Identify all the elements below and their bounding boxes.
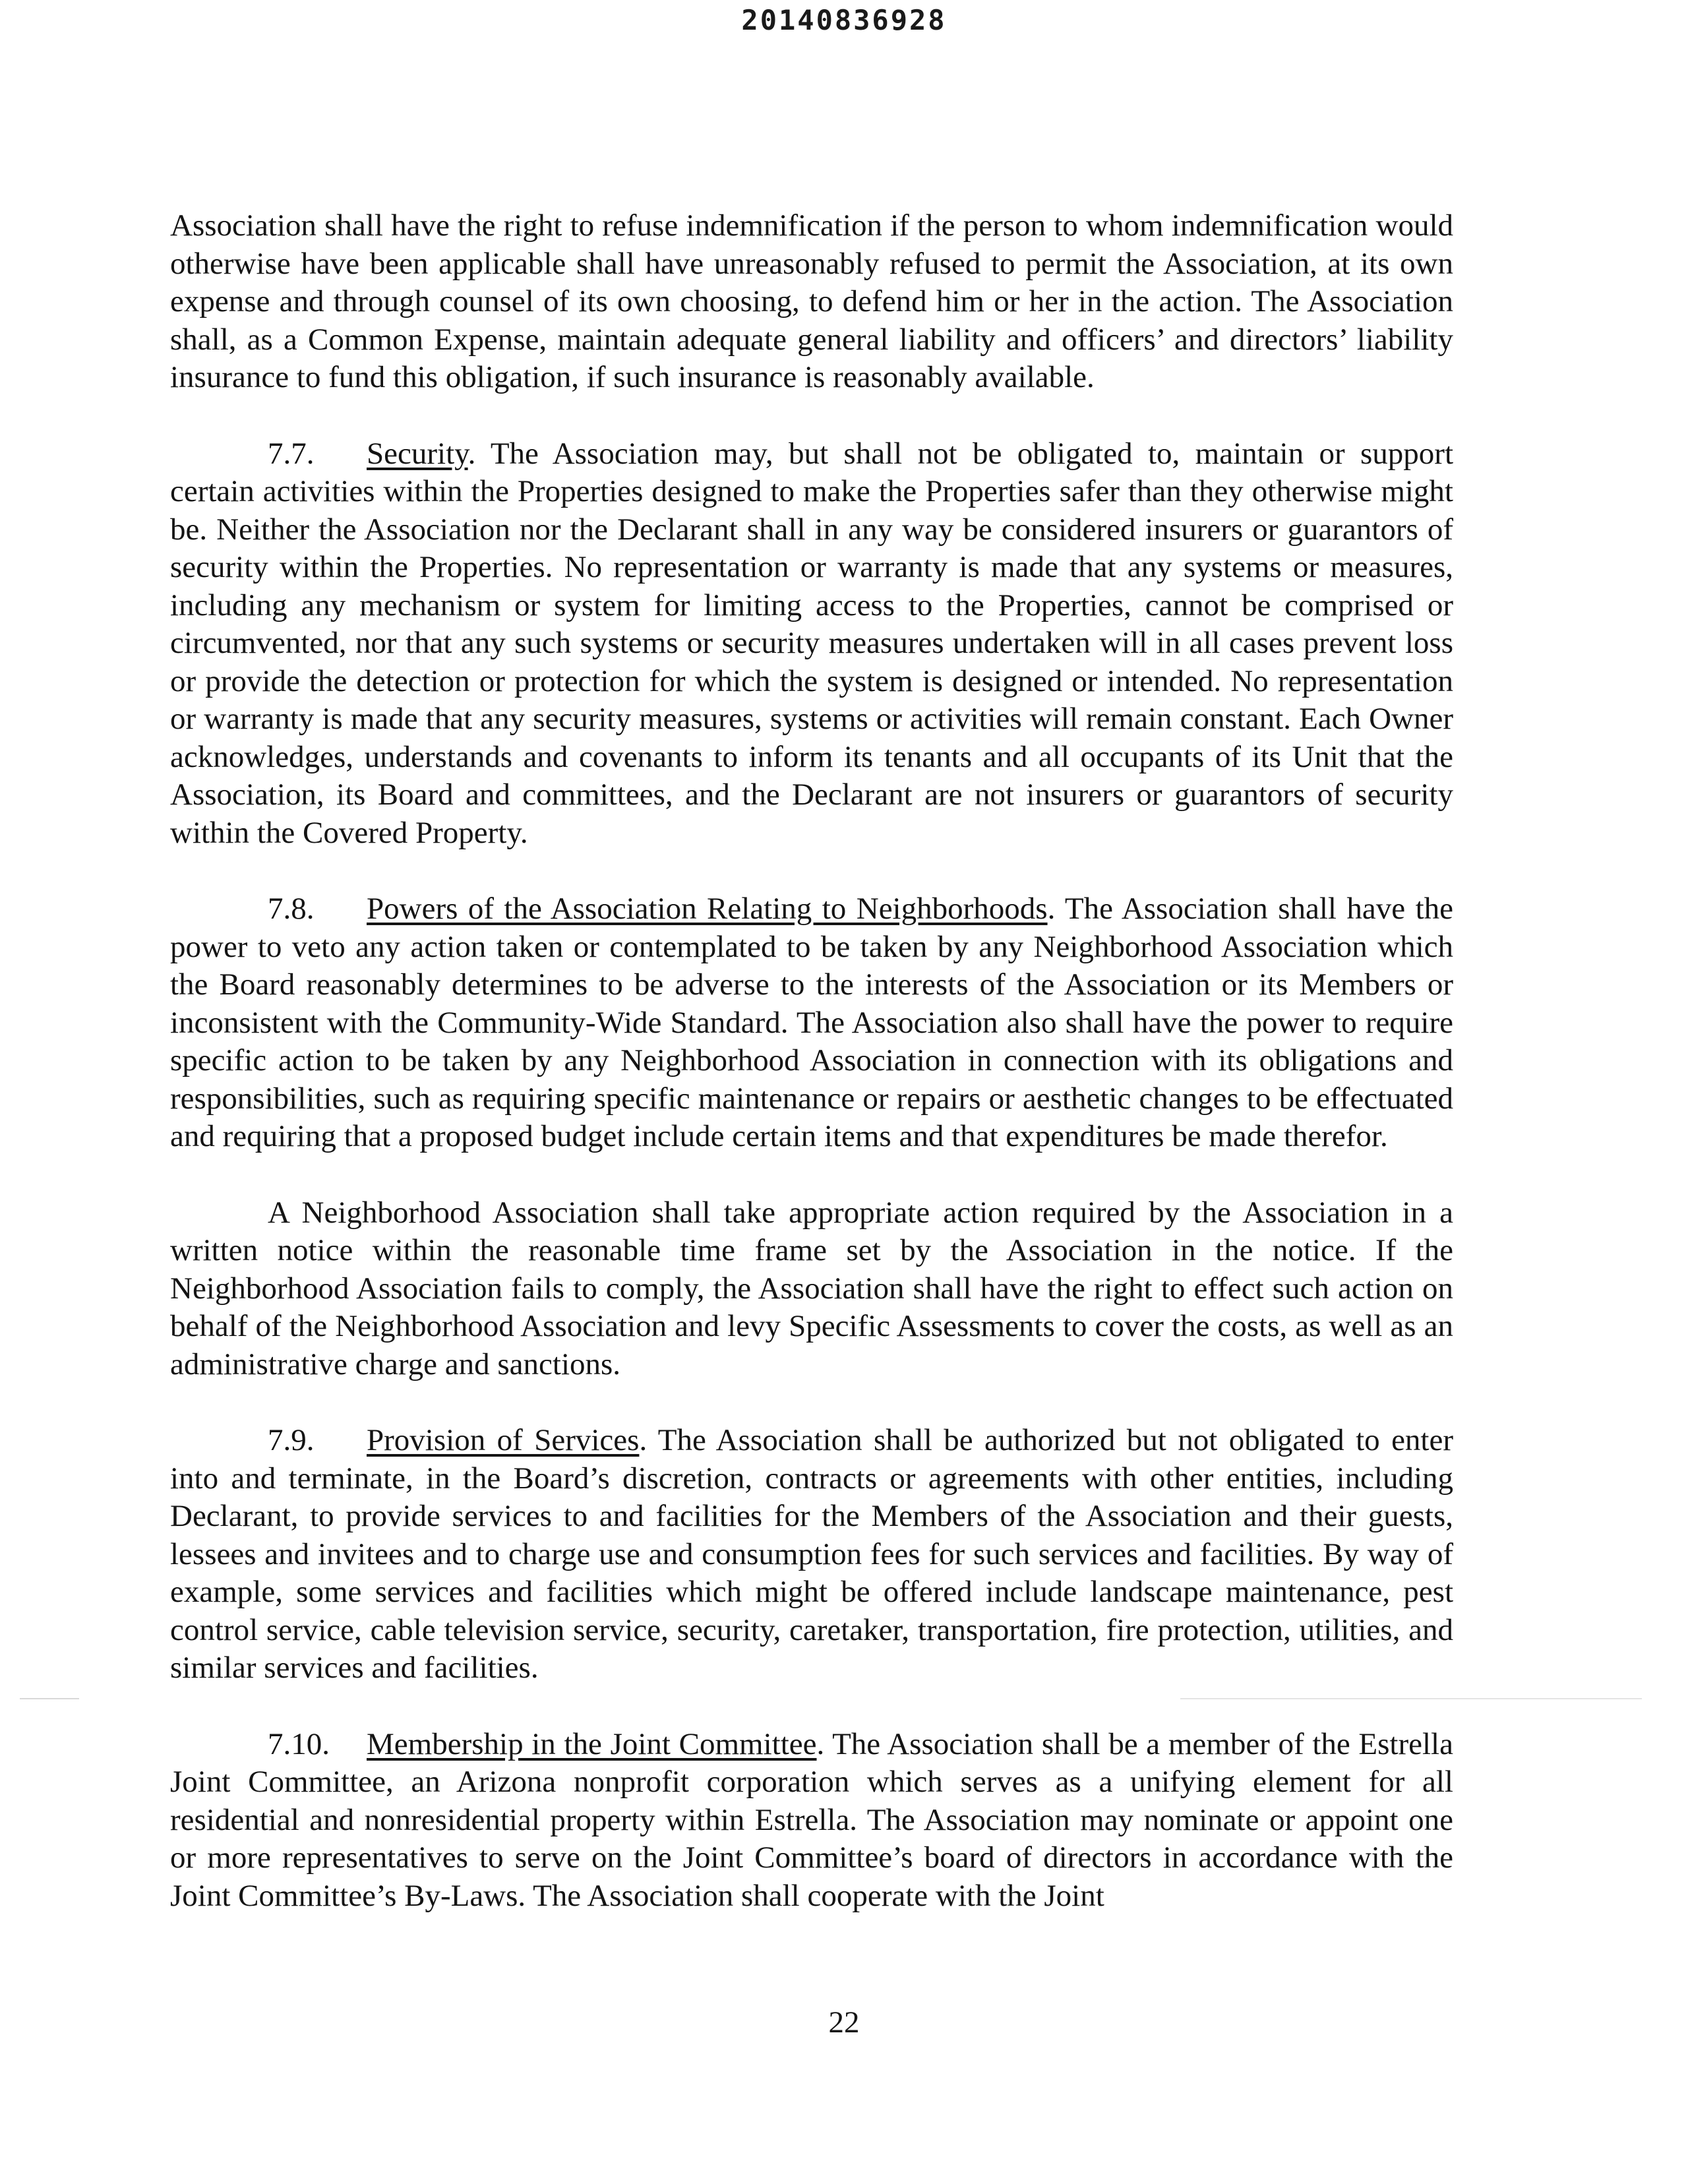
section-7-7-security — [170, 435, 1453, 853]
section-title: Provision of Services — [367, 1423, 640, 1457]
page-number: 22 — [828, 2005, 860, 2040]
section-title: Security — [367, 436, 468, 471]
paragraph-text: Association shall have the right to refuse indemnification if the person to whom indemnification would otherwise have been applicable shall have unreasonably refused to permit the Association, at its own expense and through counsel of its own choosing, to defend him or her in the action. The Association shall, as a Common Expense, maintain adequate general liability and officers’ and directors’ liability insurance to fund this obligation, if such insurance is reasonably available. — [170, 208, 1453, 394]
section-number: 7.8. — [268, 892, 315, 926]
section-text: . The Association shall have the power to veto any action taken or contemplated to be taken by any Neighborhood Association which the Board reasonably determines to be adverse to the interests of the Association or its Members or inconsistent with the Community-Wide Standard. The Association also shall have the power to require specific action to be taken by any Neighborhood Association in connection with its obligations and responsibilities, such as requiring specific maintenance or repairs or aesthetic changes to be effectuated and requiring that a proposed budget include certain items and that expenditures be made therefor. — [170, 892, 1453, 1153]
document-body — [170, 207, 1453, 1953]
section-title: Membership in the Joint Committee — [367, 1726, 817, 1761]
paragraph-indemnification-continued — [170, 207, 1453, 397]
section-number: 7.10. — [268, 1726, 330, 1761]
section-text: . The Association shall be a member of the Estrella Joint Committee, an Arizona nonprofit corporation which serves as a unifying element for all residential and nonresidential property within Estrella. The Association may nominate or appoint one or more representatives to serve on the Joint Committee’s board of directors in accordance with the Joint Committee’s By-Laws. The Association shall cooperate with the Joint — [170, 1726, 1453, 1913]
document-number: 20140836928 — [741, 4, 947, 36]
paragraph-neighborhood-association-action — [170, 1194, 1453, 1384]
section-number: 7.9. — [268, 1423, 315, 1457]
section-7-8-powers-neighborhoods — [170, 890, 1453, 1156]
section-7-9-provision-of-services — [170, 1422, 1453, 1687]
scan-artifact-line — [20, 1698, 79, 1699]
section-text: . The Association may, but shall not be obligated to, maintain or support certain activities within the Properties designed to make the Properties safer than they otherwise might be. Neither the Association nor the Declarant shall in any way be considered insurers or guarantors of security within the Properties. No representation or warranty is made that any systems or measures, including any mechanism or system for limiting access to the Properties, cannot be comprised or circumvented, nor that any such systems or security measures undertaken will in all cases prevent loss or provide the detection or protection for which the system is designed or intended. No representation or warranty is made that any security measures, systems or activities will remain constant. Each Owner acknowledges, understands and covenants to inform its tenants and all occupants of its Unit that the Association, its Board and committees, and the Declarant are not insurers or guarantors of security within the Covered Property. — [170, 436, 1453, 850]
section-number: 7.7. — [268, 436, 315, 471]
paragraph-text: A Neighborhood Association shall take appropriate action required by the Association in a written notice within the reasonable time frame set by the Association in the notice. If the Neighborhood Association fails to comply, the Association shall have the right to effect such action on behalf of the Neighborhood Association and levy Specific Assessments to cover the costs, as well as an administrative charge and sanctions. — [170, 1195, 1453, 1381]
section-text: . The Association shall be authorized but not obligated to enter into and terminate, in the Board’s discretion, contracts or agreements with other entities, including Declarant, to provide services to and facilities for the Members of the Association and their guests, lessees and invitees and to charge use and consumption fees for such services and facilities. By way of example, some services and facilities which might be offered include landscape maintenance, pest control service, cable television service, security, caretaker, transportation, fire protection, utilities, and similar services and facilities. — [170, 1423, 1453, 1685]
scan-artifact-line — [1180, 1698, 1642, 1699]
section-title: Powers of the Association Relating to Neighborhoods — [367, 892, 1048, 926]
section-7-10-joint-committee — [170, 1726, 1453, 1916]
